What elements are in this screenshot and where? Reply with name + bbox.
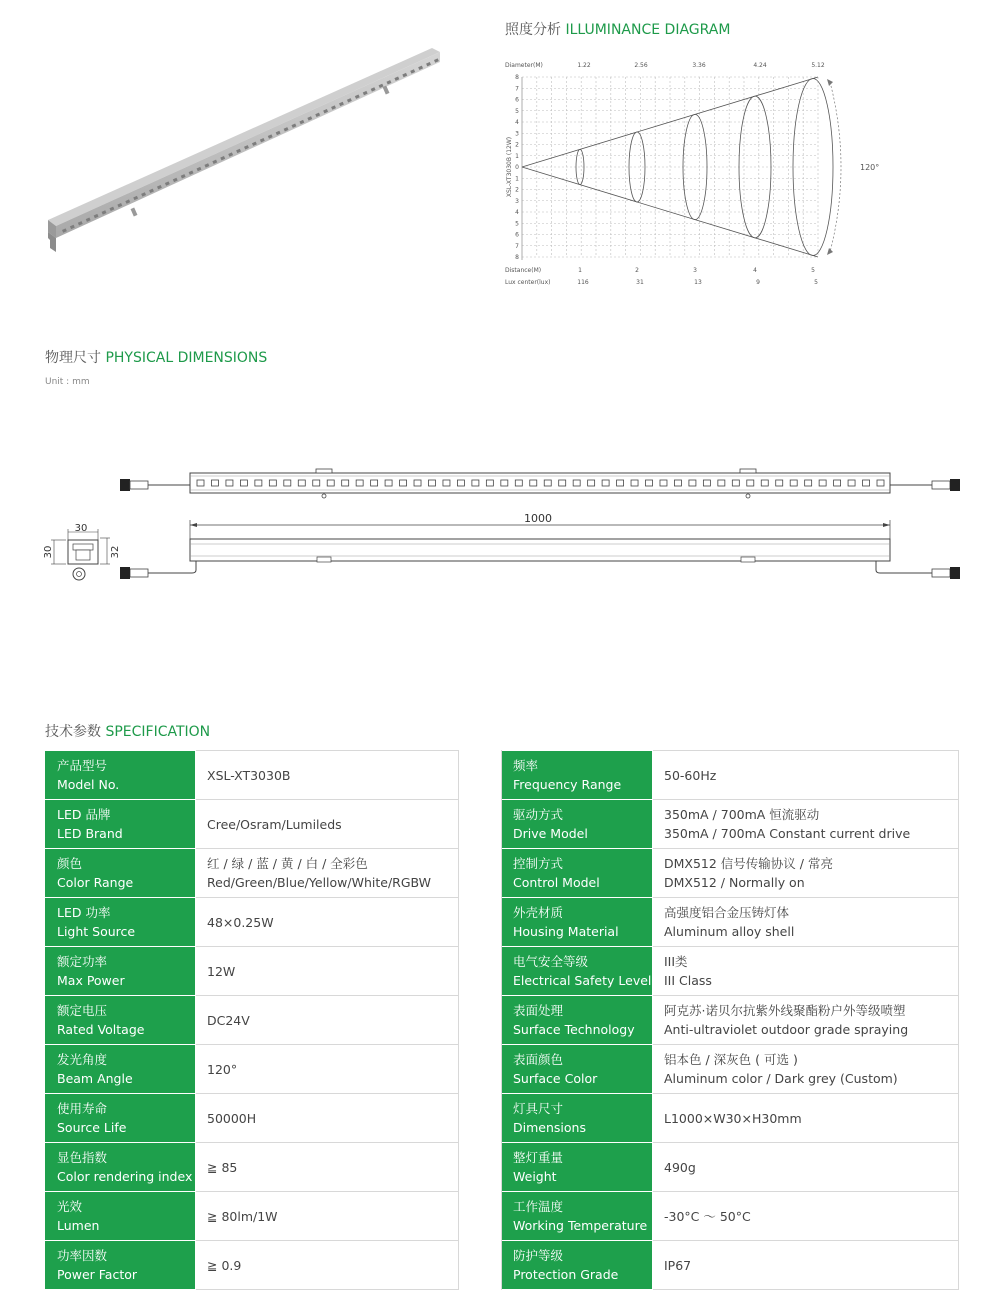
spec-value-cell (196, 800, 459, 849)
spec-label-en: Beam Angle (57, 1071, 133, 1086)
lux-tick: 116 (577, 279, 589, 286)
spec-value-cell (653, 1241, 959, 1290)
spec-title (45, 721, 210, 741)
spec-label-cn: 使用寿命 (57, 1101, 108, 1116)
spec-label-cell (46, 1241, 196, 1290)
connector-left (120, 479, 130, 491)
spec-value-cell (653, 800, 959, 849)
spec-value-cell (196, 996, 459, 1045)
spec-value-en: DMX512 / Normally on (664, 875, 805, 890)
spec-value: 120° (207, 1061, 238, 1077)
y-tick: 8 (515, 74, 519, 81)
connector-right (950, 479, 960, 491)
spec-gap (459, 849, 502, 898)
distance-tick: 5 (811, 267, 815, 274)
led-window (674, 480, 681, 486)
spec-label-cell (46, 947, 196, 996)
led-window (848, 480, 855, 486)
y-tick: 3 (515, 130, 519, 138)
spec-value: 350mA / 700mA 恒流驱动 (664, 807, 820, 822)
led-window (631, 480, 638, 486)
product-image (40, 40, 450, 255)
led-window (588, 480, 595, 486)
spec-label-cell (46, 1143, 196, 1192)
angle-arc (830, 82, 841, 252)
physical-title-en: PHYSICAL DIMENSIONS (105, 350, 268, 366)
width-dim: 30 (74, 523, 88, 534)
spec-label-en: Color rendering index (57, 1169, 193, 1184)
led-window (573, 480, 580, 486)
length-dim: 1000 (524, 512, 552, 525)
y-tick: 8 (515, 254, 519, 261)
spec-label-cell (46, 1045, 196, 1094)
diameter-label: Diameter(M) (505, 62, 543, 69)
led-window (428, 480, 435, 486)
led-window (385, 480, 392, 486)
spec-table (45, 750, 959, 1290)
spec-value-cell (196, 947, 459, 996)
spec-value-en: 350mA / 700mA Constant current drive (664, 826, 911, 841)
spec-label-en: Drive Model (513, 826, 588, 841)
spec-value: ≧ 85 (207, 1159, 238, 1175)
led-window (400, 480, 407, 486)
y-tick: 6 (515, 96, 519, 104)
spec-value: L1000×W30×H30mm (664, 1110, 802, 1126)
dimension-drawing (30, 460, 970, 600)
spec-value-cell (196, 1045, 459, 1094)
led-window (313, 480, 320, 486)
distance-tick: 1 (578, 267, 582, 274)
spec-label-en: Light Source (57, 924, 136, 939)
lux-tick: 9 (756, 279, 760, 286)
spec-row (46, 800, 959, 849)
led-window (269, 480, 276, 486)
spec-value-cell (653, 947, 959, 996)
diameter-tick: 4.24 (753, 62, 767, 69)
side-view (120, 539, 960, 579)
spec-value-en: Red/Green/Blue/Yellow/White/RGBW (207, 875, 432, 890)
spec-row (46, 898, 959, 947)
distance-tick: 4 (753, 267, 757, 274)
led-window (703, 480, 710, 486)
spec-label-en: Color Range (57, 875, 134, 890)
spec-value-cell (196, 898, 459, 947)
spec-label-cell (502, 996, 653, 1045)
distance-tick: 2 (635, 267, 639, 274)
spec-label-cell (502, 1192, 653, 1241)
spec-value: XSL-XT3030B (207, 767, 291, 783)
lux-tick: 5 (814, 279, 818, 286)
spec-label-cn: 发光角度 (57, 1052, 108, 1067)
spec-value-en: Aluminum color / Dark grey (Custom) (664, 1071, 898, 1086)
spec-gap (459, 1241, 502, 1290)
height-dim: 30 (43, 545, 54, 559)
spec-label-cell (502, 1241, 653, 1290)
led-window (226, 480, 233, 486)
led-window (805, 480, 812, 486)
spec-value-cell (196, 849, 459, 898)
led-window (617, 480, 624, 486)
spec-gap (459, 996, 502, 1045)
spec-label-cn: 电气安全等级 (513, 954, 589, 969)
spec-label-cell (502, 947, 653, 996)
spec-gap (459, 947, 502, 996)
y-tick: 7 (515, 242, 519, 250)
spec-row (46, 849, 959, 898)
lux-tick: 13 (694, 279, 702, 286)
spec-label-cn: 光效 (57, 1199, 83, 1214)
diameter-tick: 2.56 (634, 62, 648, 69)
spec-row (46, 996, 959, 1045)
spec-gap (459, 898, 502, 947)
spec-gap (459, 1045, 502, 1094)
angle-label: 120° (860, 163, 880, 172)
spec-label-en: Rated Voltage (57, 1022, 145, 1037)
model-axis-label: XSL-XT3030B (12W) (506, 136, 513, 198)
led-window (776, 480, 783, 486)
spec-label-cn: 工作温度 (513, 1199, 564, 1214)
spec-label-cn: 外壳材质 (513, 905, 564, 920)
led-window (819, 480, 826, 486)
illuminance-title-cn: 照度分析 (505, 22, 561, 38)
spec-label-cell (502, 898, 653, 947)
distance-label: Distance(M) (505, 267, 542, 274)
led-window (342, 480, 349, 486)
led-window (689, 480, 696, 486)
spec-value-cell (653, 1143, 959, 1192)
spec-value-cell (653, 1045, 959, 1094)
y-tick: 2 (515, 141, 519, 149)
spec-value: 12W (207, 963, 236, 979)
y-tick: 6 (515, 231, 519, 239)
spec-value: 红 / 绿 / 蓝 / 黄 / 白 / 全彩色 (207, 856, 368, 871)
spec-title-en: SPECIFICATION (105, 724, 211, 740)
spec-gap (459, 1094, 502, 1143)
spec-value-cell (653, 849, 959, 898)
spec-value: DMX512 信号传输协议 / 常亮 (664, 856, 833, 871)
spec-value: 48×0.25W (207, 914, 274, 930)
y-tick: 3 (515, 197, 519, 205)
unit-label: Unit : mm (45, 377, 90, 387)
spec-row (46, 1241, 959, 1290)
spec-label-en: Weight (513, 1169, 557, 1184)
spec-gap (459, 751, 502, 800)
diameter-tick: 3.36 (692, 62, 706, 69)
spec-value-cell (196, 1241, 459, 1290)
spec-value: 高强度铝合金压铸灯体 (664, 905, 790, 920)
led-window (284, 480, 291, 486)
spec-label-en: Power Factor (57, 1267, 138, 1282)
spec-value: IP67 (664, 1257, 692, 1273)
spec-label-cell (46, 1094, 196, 1143)
spec-value-en: Anti-ultraviolet outdoor grade spraying (664, 1022, 909, 1037)
spec-title-cn: 技术参数 (45, 724, 101, 740)
spec-row (46, 1192, 959, 1241)
spec-value-cell (653, 751, 959, 800)
spec-label-en: Surface Color (513, 1071, 598, 1086)
illuminance-diagram (500, 55, 900, 295)
spec-label-cn: 控制方式 (513, 856, 564, 871)
led-window (602, 480, 609, 486)
cross-section (43, 523, 121, 580)
spec-value-cell (196, 1192, 459, 1241)
led-window (255, 480, 262, 486)
physical-title (45, 347, 267, 367)
spec-value-cell (196, 1143, 459, 1192)
spec-label-cell (46, 849, 196, 898)
spec-label-cn: 颜色 (57, 856, 83, 871)
physical-title-cn: 物理尺寸 (45, 350, 101, 366)
spec-value: 50000H (207, 1110, 257, 1126)
spec-row (46, 1143, 959, 1192)
spec-value: 阿克苏·诺贝尔抗紫外线聚酯粉户外等级喷塑 (664, 1003, 906, 1018)
spec-value-cell (196, 751, 459, 800)
spec-row (46, 947, 959, 996)
spec-label-en: Working Temperature (513, 1218, 648, 1233)
spec-label-cn: 额定电压 (57, 1003, 108, 1018)
spec-value-cell (653, 898, 959, 947)
spec-value-en: III Class (664, 973, 712, 988)
spec-value: Cree/Osram/Lumileds (207, 816, 342, 832)
spec-label-cell (46, 751, 196, 800)
spec-value: -30°C ～ 50°C (664, 1208, 751, 1224)
spec-label-cell (502, 1143, 653, 1192)
spec-row (46, 751, 959, 800)
y-tick: 4 (515, 119, 519, 126)
spec-label-cell (46, 898, 196, 947)
spec-row (46, 1045, 959, 1094)
y-tick: 7 (515, 85, 519, 93)
spec-label-en: Max Power (57, 973, 125, 988)
led-window (790, 480, 797, 486)
spec-label-en: LED Brand (57, 826, 123, 841)
spec-value: 490g (664, 1159, 696, 1175)
spec-label-en: Protection Grade (513, 1267, 619, 1282)
y-tick: 1 (515, 152, 519, 160)
top-view (120, 469, 960, 498)
y-tick: 0 (515, 164, 519, 171)
led-window (457, 480, 464, 486)
spec-label-cn: 额定功率 (57, 954, 108, 969)
spec-label-en: Source Life (57, 1120, 127, 1135)
spec-gap (459, 800, 502, 849)
y-tick: 4 (515, 209, 519, 216)
spec-label-cn: 显色指数 (57, 1150, 108, 1165)
y-tick: 1 (515, 175, 519, 183)
lux-label: Lux center(lux) (505, 279, 551, 286)
led-window (559, 480, 566, 486)
led-window (472, 480, 479, 486)
spec-label-en: Dimensions (513, 1120, 586, 1135)
spec-label-en: Electrical Safety Level (513, 973, 652, 988)
led-window (834, 480, 841, 486)
led-window (486, 480, 493, 486)
led-window (530, 480, 537, 486)
distance-tick: 3 (693, 267, 697, 274)
spec-label-en: Lumen (57, 1218, 100, 1233)
y-tick: 2 (515, 186, 519, 194)
y-tick: 5 (515, 107, 519, 115)
spec-label-cn: 产品型号 (57, 758, 108, 773)
spec-label-cn: 灯具尺寸 (513, 1101, 564, 1116)
led-window (197, 480, 204, 486)
spec-label-cn: 功率因数 (57, 1248, 108, 1263)
spec-label-cn: 表面颜色 (513, 1052, 564, 1067)
spec-label-cell (502, 800, 653, 849)
led-window (515, 480, 522, 486)
led-window (863, 480, 870, 486)
spec-value: III类 (664, 954, 688, 969)
led-window (501, 480, 508, 486)
led-window (443, 480, 450, 486)
led-window (761, 480, 768, 486)
illuminance-title-en: ILLUMINANCE DIAGRAM (565, 22, 731, 38)
illuminance-title (505, 19, 730, 39)
spec-label-cell (502, 1094, 653, 1143)
spec-label-cn: 驱动方式 (513, 807, 564, 822)
led-window (211, 480, 218, 486)
spec-row (46, 1094, 959, 1143)
spec-label-cell (46, 800, 196, 849)
led-window (371, 480, 378, 486)
y-tick: 5 (515, 220, 519, 228)
spec-label-cn: 频率 (513, 758, 539, 773)
spec-value: ≧ 0.9 (207, 1257, 242, 1273)
led-window (298, 480, 305, 486)
led-window (718, 480, 725, 486)
spec-value-cell (196, 1094, 459, 1143)
led-window (877, 480, 884, 486)
spec-label-cell (502, 1045, 653, 1094)
spec-value-en: Aluminum alloy shell (664, 924, 795, 939)
led-window (544, 480, 551, 486)
led-window (646, 480, 653, 486)
spec-label-cell (502, 751, 653, 800)
led-window (732, 480, 739, 486)
side-dim: 32 (110, 545, 121, 559)
diameter-tick: 5.12 (811, 62, 825, 69)
spec-label-cn: 防护等级 (513, 1248, 564, 1263)
led-window (414, 480, 421, 486)
spec-label-cn: 表面处理 (513, 1003, 564, 1018)
spec-gap (459, 1143, 502, 1192)
spec-label-cn: 整灯重量 (513, 1150, 564, 1165)
spec-value-cell (653, 996, 959, 1045)
lux-tick: 31 (636, 279, 644, 286)
spec-label-en: Frequency Range (513, 777, 622, 792)
spec-label-en: Model No. (57, 777, 120, 792)
spec-value: DC24V (207, 1012, 250, 1028)
led-window (660, 480, 667, 486)
spec-label-cell (502, 849, 653, 898)
spec-value: 50-60Hz (664, 767, 717, 783)
diameter-tick: 1.22 (577, 62, 591, 69)
spec-value-cell (653, 1094, 959, 1143)
spec-label-en: Surface Technology (513, 1022, 635, 1037)
spec-value: 铝本色 / 深灰色 ( 可选 ) (664, 1052, 798, 1067)
spec-label-cell (46, 996, 196, 1045)
spec-gap (459, 1192, 502, 1241)
spec-label-cn: LED 功率 (57, 905, 111, 920)
led-window (327, 480, 334, 486)
spec-value: ≧ 80lm/1W (207, 1208, 278, 1224)
spec-label-cell (46, 1192, 196, 1241)
spec-value-cell (653, 1192, 959, 1241)
spec-label-en: Control Model (513, 875, 600, 890)
led-window (356, 480, 363, 486)
spec-label-cn: LED 品牌 (57, 807, 111, 822)
spec-label-en: Housing Material (513, 924, 619, 939)
led-window (240, 480, 247, 486)
led-window (747, 480, 754, 486)
